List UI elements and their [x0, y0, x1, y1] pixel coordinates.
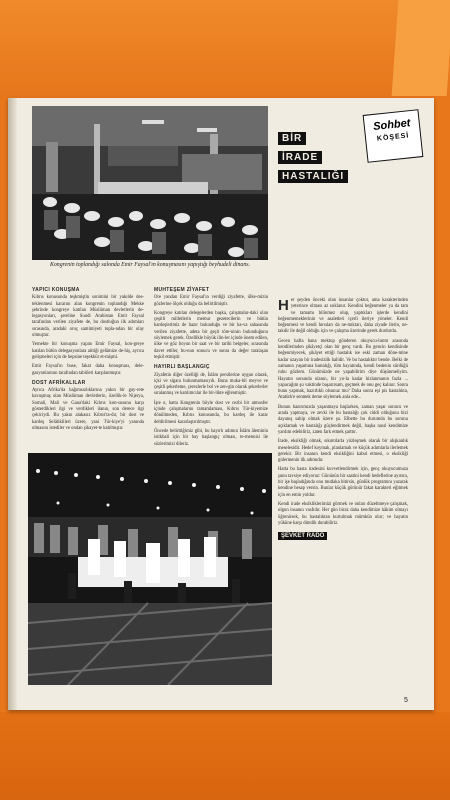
congress-hall-photo: [32, 106, 268, 260]
paragraph: İrade, eksikliği olmak, sıkıntılarla yüzleşmek olarak bir alışkanlık meselesidir. Hedef koymak, planlamak ve küçük adımlarla ilerlemek gerekir. Bir insanın kendi eksikliğini kabul etmesi, o eksikliği gidermenin ilk adımıdır.: [278, 439, 408, 464]
badge-subtitle: KÖŞESİ: [376, 132, 410, 143]
section-heading: MUHTEŞEM ZİYAFET: [154, 287, 210, 293]
drop-cap: H: [278, 297, 289, 314]
paragraph: [278, 298, 408, 336]
text-column-middle: [154, 284, 268, 451]
headline-line-3: HASTALIĞI: [278, 170, 348, 183]
paragraph: Kendi irade eksikliklerimizi görmek ve onları düzeltmeye çalışmak, olgun insanın vasfıdır. Her gün biraz daha kendimize hâkim olmayı öğrenirsek, bu hastalıktan kurtulmak mümkün olur; ve hayatın yüküne karşı dimdik durabiliriz.: [278, 501, 408, 526]
paragraph-text: er şeyden önceki olan insanlar çoktur, ama karakterinden yeterince olması az ısıklanır. Kendini beğenmeler ya da tam ve tamamı bilinmez olup, yaptıkları işlerde kendini beğenmemeklerinin ve asaletleri içerli ileriye yöneler. Kendi beğenmesi ve kendi hırsıları da ne-mıktarı, daha ziyade ilerin, ne-takdir ile değil olduğu için ve çalışma üzerinde gerek durdurdu.: [278, 298, 408, 335]
section-heading: HAYIRLI BAŞLANGIÇ: [154, 364, 210, 371]
paragraph: Gecen hafta bana mektup gönderen okuyucu-larım arasında kendilerinden şikâyetçi olan bir genç vardı. Bu gencin kendisinde beğenmiyecek, şikâyet ettiği hastalık ise eski zaman döne-mine kadar uzayan bir iradesizlik halidir. Ve bu hastalıktır bende. Belki de zamanın yaşamına hastalığı, tüm hayatında, kendi bedenin sürdüğü ruhu gözlem. Günümüzde ne yapabilirim diye düşünmeliyim. Hayatın sonunda olanın, bir yo-la kadar hizlanmanın fazla ... yapacağım şu vaktinde başarırsam, geçmek de onu geç kalınır. Sonra bunu yapmak, hazırlıklı olsunuz mu? Daha sonra eşi pis hastalıkta, Atatürk'e senmek deme söylemek anla ede...: [278, 338, 408, 401]
paragraph: İşte o, hatta Kongrenin böyle dost ve cezbi bir atmosfer içinde çalışmalarını tamamlaması, Kıbrıs Tür-kiyemize dönülmeden, Kıbrıs konusunda, bu kardeş ile karar deldirilmesi kararlaştırılmıştır.: [154, 400, 268, 425]
background-paper-scrap: [392, 0, 450, 96]
magazine-page: [8, 98, 434, 710]
article-column: [278, 298, 408, 540]
section-heading: YAPICI KONUŞMA: [32, 287, 80, 293]
background-bottom: [0, 712, 450, 800]
paragraph: Bunun hazırımızda yaşanmaya başlarken, zaman yaşar sonucu ve arada yapmaya, ve zevki ile bu hastalığı çok ciddi olduğunu bizi dayanış sahip olmak üzere şu. Elbette bu durumda bu sorunu açıklamak ve hastalığı güçlendirmek değil, başka nasıl kendimize yardım edebiliriz, zaten fark etmek şarttır.: [278, 404, 408, 435]
paragraph: Yemekte bir konuşma yapan Emir Faysal, kon-greye katılan bütün delegasyonlara aittiği gelâmize de-hiş, ayrıca gelişmeleri için de hepsine teşekkür et-mişmi.: [32, 342, 144, 360]
page-binding-edge: [8, 98, 17, 710]
paragraph: Ore yandan Emir Faysal'ın verdiği ziyafette, ülke-mizin gözlerine ölçek olduğu da belirtilmiştir.: [154, 295, 268, 307]
page-number: 5: [404, 697, 408, 704]
headline-line-2: İRADE: [278, 151, 322, 164]
paragraph: Ziyafetin diğer özelliği de, İslâm persilerine uygun olarak, içki ve sigara bulunmamasıydı. Buna muka-bil meyve ve çeşitli şekerleme, çerezlerle bol ve zen-gin olarak şekerlerler sıralanmış ve katılımcılar ile bir-likte eğlenmiştir.: [154, 372, 268, 397]
paragraph: Öncede belirttiğimiz gibi, bu hayırlı adımın İslâm âleminin istikbali için bir hay başlangıç olması, te-mennisi ile sözlerimizi dileriz.: [154, 428, 268, 447]
paragraph: Kongreye katılan delegelerden başka, çalışmalar-daki olan çeşitli milletlerin memur gezetecilerin ve bütün kardeşlerimiz de hazır bulunduğu ve bir ha-va sahasında verilen ziyafette, adeta bir geçit töre-ninin bulunduğunu söylemek gerek. Özellikle büyük ilin-ler içinde önem edilen, ülke ve göz boyun bir saat ve bir tarihi belgeler, sırasında davet ettiler, bu-nun sonucu ve sonra da değer taralaşan teşkil etmiştir.: [154, 310, 268, 360]
paragraph: Kıbrıs konusunda teşkmiştin sonimini bir yakılde des-teklenmesi kararını alan kongrenin toplandığı Mekke şehrinde kongreye katılan Müslüman devletlerin de-legasyonları, şereline Suudi Arabistan Emir Faysal tarafından verilen ziyafete de, bu dostluğun ilk adımları sırasında, aradaki oruç samimiyeti topla-ndan bir olay olmuştur.: [32, 295, 144, 339]
text-column-left: [32, 284, 144, 435]
paragraph: Emir Faysal'ın buse, fakat daha konuşması, dele-gasyonlarının tarafından tabiileri karşılanmıştır.: [32, 364, 144, 376]
paragraph: Hatta bu hasta iradesini kuvvetlendirmek için, genç okuyucumuza şunu tavsiye ediyoruz: Gününün bir saatini kendi hedeflerine ayırsın, bir işe başladığında onu mutlaka bitirsin, günlük programını yazarak kendine hesap versin. Bunlar küçük görünür fakat karakteri eğitmek için en emin yoldur.: [278, 467, 408, 498]
background-top: [0, 0, 450, 96]
headline-line-1: BİR: [278, 132, 306, 145]
banquet-photo: [28, 453, 272, 685]
photo1-caption: Kongrenin toplandığı salonda Emir Faysal'ın konuşmasını yapıştığı beyhudeli dinans.: [50, 262, 250, 268]
paragraph: Ayrıca Afrika'da bağımsızlıklarına yakın bir gay-rete kavuşmuş olan Müslüman devletlerin, özellik-le Nijerya, Somali, Mali ve Gana'daki Kıbrıs kon-susunu karşı gösterdikleri ilgi ve verdikleri ilanın, son derece ilgi çekiciydi. Bu yakın alakasız Kıbrıs'ta-dır, bir dost ve kardeş Selâtiklileri üzere, yani Tür-kiye'yi yanında olmasını istediler ve ondan şikayet-te katılmıştır.: [32, 388, 144, 431]
article-headline: [278, 128, 398, 185]
author-byline: ŞEVKET RADO: [278, 532, 327, 540]
badge-title: Sohbet: [372, 117, 412, 133]
section-heading: DOST AFRİKALILAR: [32, 379, 86, 386]
